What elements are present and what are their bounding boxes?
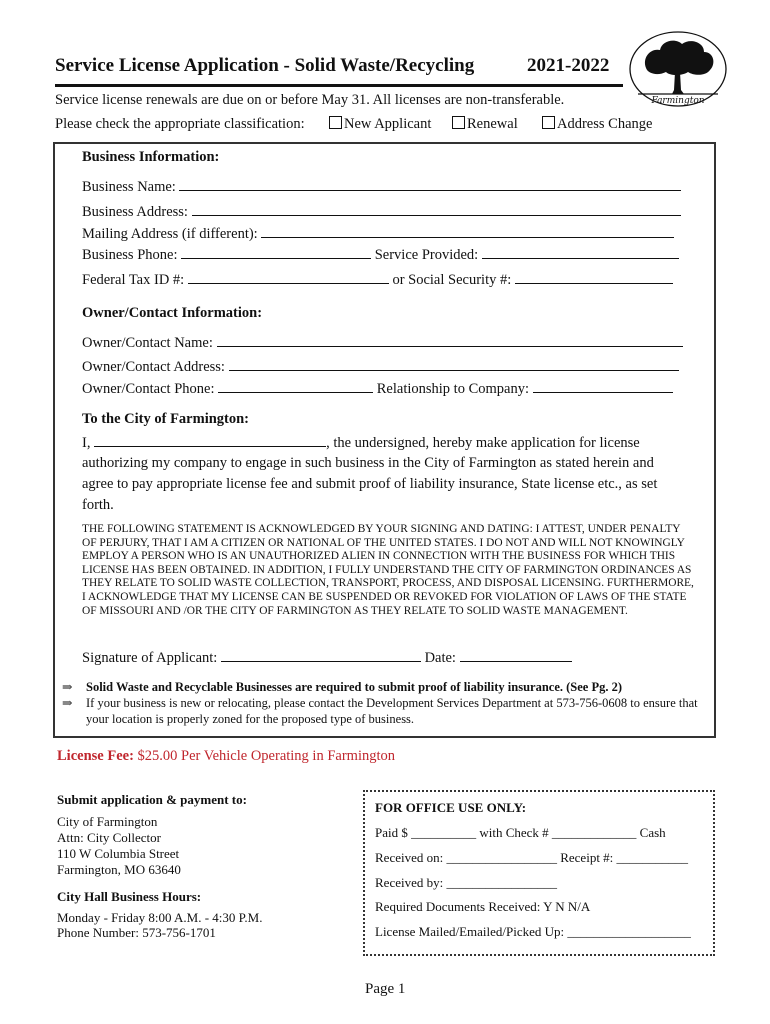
office-received-by-line: Received by: _________________ — [375, 875, 557, 890]
renewal-note: Service license renewals are due on or before May 31. All licenses are non-transferable. — [55, 92, 565, 108]
service-provided-label: Service Provided: — [374, 247, 479, 263]
address-line: City of Farmington — [57, 814, 158, 829]
i-label: I, — [82, 435, 91, 451]
tax-id-label: Federal Tax ID #: — [82, 272, 185, 288]
business-phone-row — [82, 246, 679, 264]
arrow-icon: ⇒ — [62, 680, 73, 694]
business-address-field[interactable] — [192, 203, 681, 216]
renewal-checkbox[interactable] — [452, 116, 465, 129]
license-year: 2021-2022 — [527, 55, 610, 76]
application-body: authorizing my company to engage in such business in the City of Farmington as stated herein and agree to pay appropriate license fee and submit proof of liability insurance, State license etc., as set forth. — [82, 455, 658, 513]
business-address-row — [82, 203, 681, 221]
option-label: New Applicant — [344, 116, 432, 132]
applicant-line — [82, 434, 640, 452]
business-phone-field[interactable] — [181, 246, 371, 259]
owner-name-label: Owner/Contact Name: — [82, 335, 213, 351]
insurance-note: Solid Waste and Recyclable Businesses are required to submit proof of liability insurance. (See Pg. 2) — [86, 680, 623, 694]
address-change-checkbox[interactable] — [542, 116, 555, 129]
applicant-name-field[interactable] — [94, 434, 326, 447]
date-field[interactable] — [460, 649, 572, 662]
signature-field[interactable] — [221, 649, 421, 662]
signature-row — [82, 649, 572, 667]
license-fee-label: License Fee: — [57, 748, 134, 764]
mailing-address-label: Mailing Address (if different): — [82, 226, 258, 242]
new-applicant-checkbox[interactable] — [329, 116, 342, 129]
option-label: Renewal — [467, 116, 518, 132]
office-paid-line: Paid $ __________ with Check # _____________ Cash — [375, 825, 666, 840]
owner-phone-label: Owner/Contact Phone: — [82, 381, 215, 397]
ssn-label: or Social Security #: — [392, 272, 512, 288]
owner-info-heading: Owner/Contact Information: — [82, 305, 263, 321]
relationship-label: Relationship to Company: — [376, 381, 529, 397]
business-info-heading: Business Information: — [82, 149, 220, 165]
arrow-icon: ⇒ — [62, 696, 73, 710]
owner-name-row — [82, 334, 683, 352]
page-number: Page 1 — [365, 981, 406, 997]
title-divider — [55, 84, 623, 87]
zoning-note: If your business is new or relocating, please contact the Development Services Department at 573-756-0608 to ensure that your location is properly zoned for the proposed type of business. — [86, 696, 698, 726]
business-name-row — [82, 178, 681, 196]
option-renewal[interactable] — [452, 116, 518, 133]
mailing-address-row — [82, 225, 674, 243]
city-hall-phone: Phone Number: 573-756-1701 — [57, 925, 216, 940]
classification-prompt: Please check the appropriate classification: — [55, 116, 305, 132]
page-title: Service License Application - Solid Waste/Recycling — [55, 55, 475, 76]
address-line: 110 W Columbia Street — [57, 846, 180, 861]
business-phone-label: Business Phone: — [82, 247, 178, 263]
ssn-field[interactable] — [515, 271, 673, 284]
business-name-label: Business Name: — [82, 179, 176, 195]
option-new-applicant[interactable] — [329, 116, 431, 133]
tax-id-row — [82, 271, 673, 289]
address-line: Attn: City Collector — [57, 830, 161, 845]
signature-label: Signature of Applicant: — [82, 650, 218, 666]
business-name-field[interactable] — [179, 178, 681, 191]
license-fee-value: $25.00 Per Vehicle Operating in Farmington — [137, 748, 395, 764]
relationship-field[interactable] — [533, 380, 673, 393]
service-provided-field[interactable] — [482, 246, 679, 259]
office-docs-line: Required Documents Received: Y N N/A — [375, 899, 591, 914]
office-received-on-line: Received on: _________________ Receipt #: ___________ — [375, 850, 689, 865]
license-fee — [57, 748, 395, 765]
undersigned-text: , the undersigned, hereby make application for license — [326, 435, 640, 451]
business-address-label: Business Address: — [82, 204, 188, 220]
office-use-heading: FOR OFFICE USE ONLY: — [375, 800, 527, 815]
option-address-change[interactable] — [542, 116, 652, 133]
option-label: Address Change — [557, 116, 653, 132]
submit-address — [57, 814, 181, 878]
owner-address-row — [82, 358, 679, 376]
attestation-statement: THE FOLLOWING STATEMENT IS ACKNOWLEDGED BY YOUR SIGNING AND DATING: I ATTEST, UNDER PENALTY OF PERJURY, THAT I AM A CITIZEN OR NATIONAL OF THE UNITED STATES. I DO NOT AND WILL NOT KNOWINGLY EMPLOY A PERSON WHO IS AN UNAUTHORIZED ALIEN IN CONNECTION WITH THE BUSINESS FOR WHICH THIS LICENSE HAS BEEN OBTAINED. IN ADDITION, I FULLY UNDERSTAND THE CITY OF FARMINGTON ORDINANCES AS THEY RELATE TO SOLID WASTE COLLECTION, TRANSPORT, PROCESS, AND DISPOSAL LICENSING. FURTHERMORE, I ACKNOWLEDGE THAT MY LICENSE CAN BE SUSPENDED OR REVOKED FOR VIOLATION OF LAWS OF THE STATE OF MISSOURI AND /OR THE CITY OF FARMINGTON AS THEY RELATE TO SOLID WASTE MANAGEMENT. — [82, 523, 694, 617]
tree-icon — [628, 30, 728, 108]
logo-text: Farmington — [651, 96, 705, 106]
city-logo — [628, 30, 728, 108]
city-heading: To the City of Farmington: — [82, 411, 250, 427]
owner-address-field[interactable] — [229, 358, 679, 371]
date-label: Date: — [424, 650, 456, 666]
mailing-address-field[interactable] — [261, 225, 674, 238]
address-line: Farmington, MO 63640 — [57, 862, 181, 877]
tax-id-field[interactable] — [188, 271, 389, 284]
office-mailed-line: License Mailed/Emailed/Picked Up: ___________________ — [375, 924, 691, 939]
business-hours: Monday - Friday 8:00 A.M. - 4:30 P.M. — [57, 910, 263, 925]
owner-phone-field[interactable] — [218, 380, 373, 393]
owner-phone-row — [82, 380, 673, 398]
owner-address-label: Owner/Contact Address: — [82, 359, 225, 375]
owner-name-field[interactable] — [217, 334, 683, 347]
submit-heading: Submit application & payment to: — [57, 792, 247, 807]
hours-heading: City Hall Business Hours: — [57, 889, 202, 904]
